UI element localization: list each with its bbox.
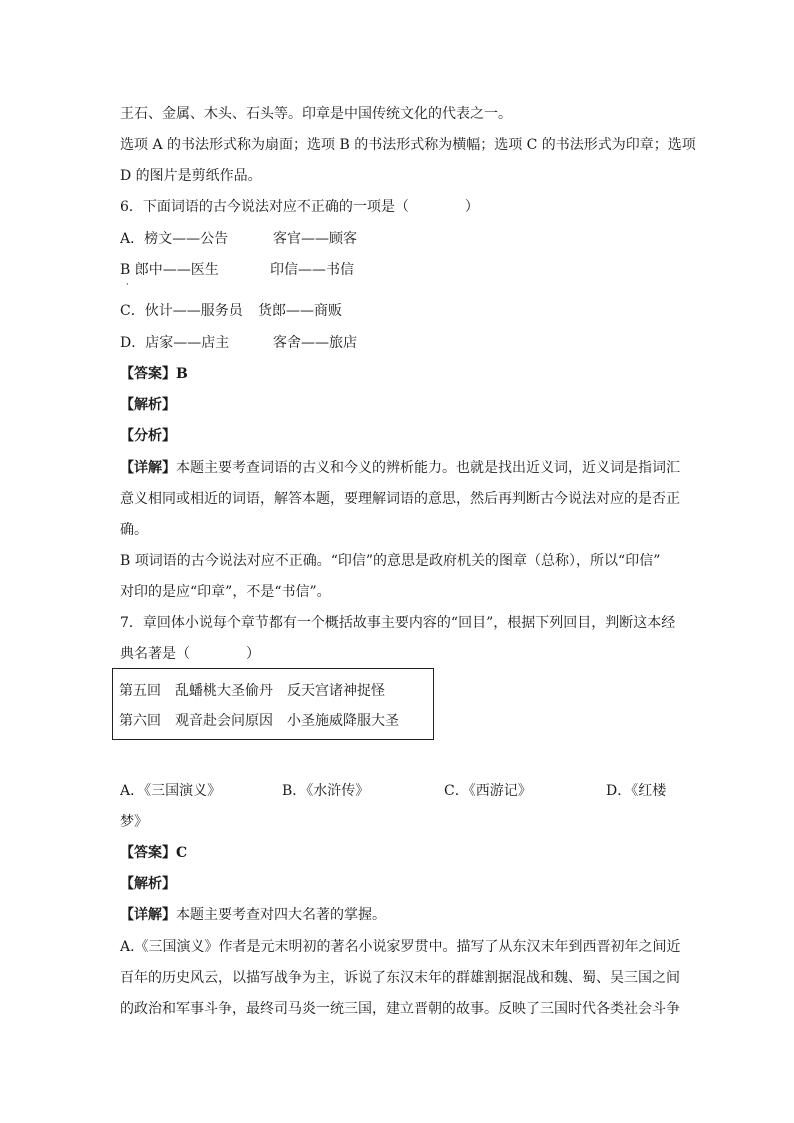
chapter-titles-box <box>112 668 434 740</box>
q7-detail-line: 百年的历史风云，以描写战争为主，诉说了东汉末年的群雄割据混战和魏、蜀、吴三国之间 <box>120 970 680 986</box>
paragraph-line: D 的图片是剪纸作品。 <box>120 168 262 184</box>
q6-option-d-right: 客舍——旅店 <box>273 335 357 351</box>
q7-jiexi-label: 【解析】 <box>120 876 176 892</box>
chapter-title: 第五回 乱蟠桃大圣偷丹 反天宫诸神捉怪 <box>119 683 385 699</box>
q7-detail-line: 的政治和军事斗争，最终司马炎一统三国，建立晋朝的故事。反映了三国时代各类社会斗争 <box>120 1001 680 1017</box>
q6-option-d-left: D．店家——店主 <box>120 335 230 351</box>
q6-detail-line: 对印的是应“印章”，不是“书信”。 <box>120 584 331 600</box>
q7-detail-label: 【详解】 <box>120 907 176 923</box>
q6-jiexi-label: 【解析】 <box>120 397 176 413</box>
chapter-title: 第六回 观音赴会问原因 小圣施威降服大圣 <box>119 713 399 729</box>
question-7-stem: 7．章回体小说每个章节都有一个概括故事主要内容的“回目”，根据下列回目，判断这本经 <box>120 615 676 631</box>
q7-option-a: A．《三国演义》 <box>120 783 222 799</box>
q6-fenxi-label: 【分析】 <box>120 428 176 444</box>
q7-detail-line <box>120 905 386 925</box>
q6-detail-line: 意义相同或相近的词语，解答本题，要理解词语的意思，然后再判断古今说法对应的是否正 <box>120 491 680 507</box>
q6-option-c-left: C．伙计——服务员 <box>120 303 243 319</box>
q6-detail-line <box>120 458 680 478</box>
q6-option-a-right: 客官——顾客 <box>273 231 357 247</box>
q7-option-d-continued: 梦》 <box>120 814 148 830</box>
q7-detail-line: A.《三国演义》作者是元末明初的著名小说家罗贯中。描写了从东汉末年到西晋初年之间近 <box>120 939 681 955</box>
q6-option-c-right: 货郎——商贩 <box>258 303 342 319</box>
question-6-stem: 6．下面词语的古今说法对应不正确的一项是（ ） <box>120 199 479 215</box>
q6-detail-line: 确。 <box>120 522 148 538</box>
q6-option-a-left: A．榜文——公告 <box>120 231 229 247</box>
q6-detail-line: B 项词语的古今说法对应不正确。“印信”的意思是政府机关的图章（总称），所以“印信” <box>120 553 661 569</box>
q6-detail-label: 【详解】 <box>120 460 176 476</box>
q6-answer: 【答案】B <box>120 366 188 382</box>
stray-mark: · <box>126 280 129 290</box>
q6-option-b-left: B 郎中——医生 <box>120 262 219 278</box>
paragraph-line: 王石、金属、木头、石头等。印章是中国传统文化的代表之一。 <box>120 106 512 122</box>
question-7-stem: 典名著是（ ） <box>120 646 260 662</box>
q7-option-d: D．《红楼 <box>606 783 667 799</box>
q7-option-b: B．《水浒传》 <box>282 783 370 799</box>
q7-detail-text: 本题主要考查对四大名著的掌握。 <box>176 907 386 923</box>
q6-detail-text: 本题主要考查词语的古义和今义的辨析能力。也就是找出近义词，近义词是指词汇 <box>176 460 680 476</box>
paragraph-line: 选项 A 的书法形式称为扇面；选项 B 的书法形式称为横幅；选项 C 的书法形式为印章；选项 <box>120 137 696 153</box>
q7-option-c: C．《西游记》 <box>444 783 532 799</box>
q7-answer: 【答案】C <box>120 845 188 861</box>
q6-option-b-right: 印信——书信 <box>270 262 354 278</box>
